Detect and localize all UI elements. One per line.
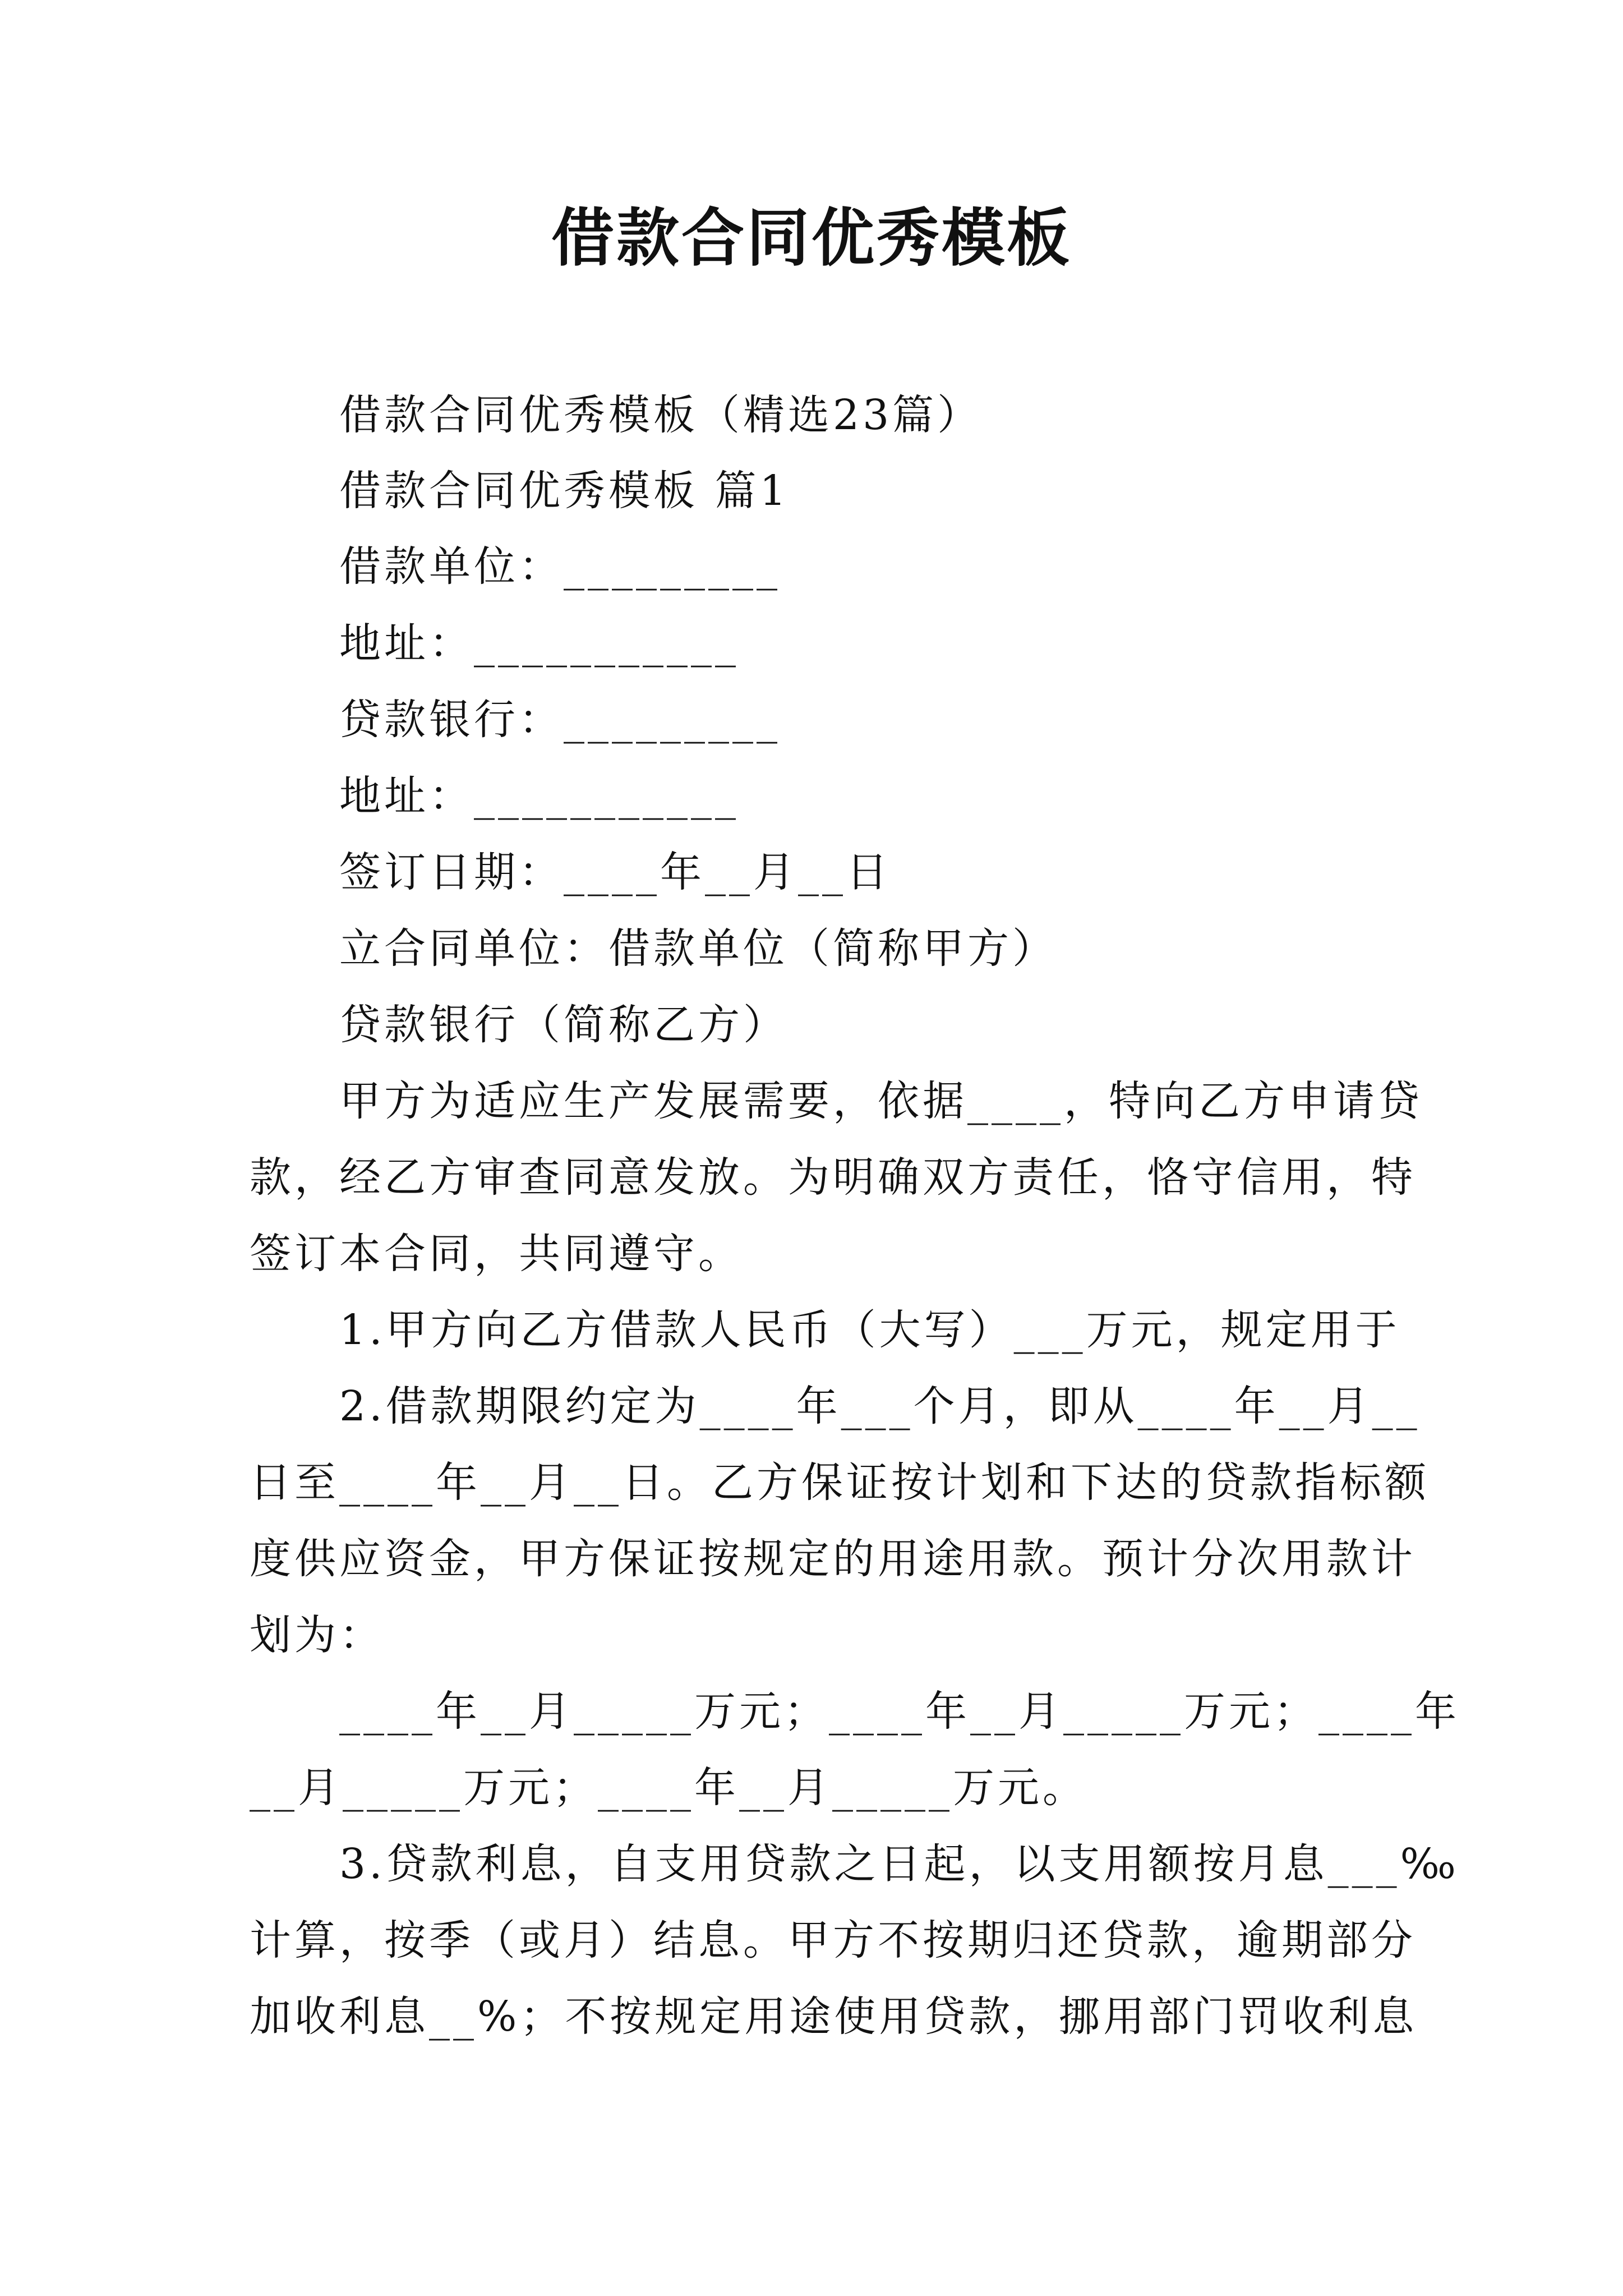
field-lender-bank: 贷款银行：_________ [339,696,781,744]
clause-2-line: 划为： [250,1611,384,1659]
schedule-line: ____年__月_____万元；____年__月_____万元；____年 [339,1687,1460,1736]
field-address-1: 地址：___________ [339,619,739,668]
field-sign-date: 签订日期：____年__月__日 [339,848,891,896]
clause-1-line: 1.甲方向乙方借款人民币（大写）___万元，规定用于 [339,1306,1400,1354]
paragraph-intro-line: 款，经乙方审查同意发放。为明确双方责任，恪守信用，特 [250,1153,1416,1202]
schedule-line: __月_____万元；____年__月_____万元。 [250,1764,1087,1812]
clause-2-line: 2.借款期限约定为____年___个月，即从____年__月__ [339,1382,1421,1430]
clause-3-line: 3.贷款利息，自支用贷款之日起，以支用额按月息___‰ [339,1840,1459,1888]
field-address-2: 地址：___________ [339,772,739,820]
clause-3-line: 计算，按季（或月）结息。甲方不按期归还贷款，逾期部分 [250,1916,1416,1964]
paragraph-intro-line: 签订本合同，共同遵守。 [250,1230,743,1278]
paragraph-intro-line: 甲方为适应生产发展需要，依据____，特向乙方申请贷 [339,1077,1423,1125]
clause-3-line: 加收利息__%；不按规定用途使用贷款，挪用部门罚收利息 [250,1993,1418,2041]
section-heading: 借款合同优秀模板 篇1 [339,467,790,515]
subtitle-line: 借款合同优秀模板（精选23篇） [339,391,983,439]
clause-2-line: 日至____年__月__日。乙方保证按计划和下达的贷款指标额 [250,1458,1430,1507]
clause-2-line: 度供应资金，甲方保证按规定的用途用款。预计分次用款计 [250,1535,1416,1583]
party-b-line: 贷款银行（简称乙方） [339,1001,788,1049]
party-a-line: 立合同单位：借款单位（简称甲方） [339,924,1057,973]
document-title: 借款合同优秀模板 [551,202,1072,275]
field-borrower: 借款单位：_________ [339,542,781,591]
